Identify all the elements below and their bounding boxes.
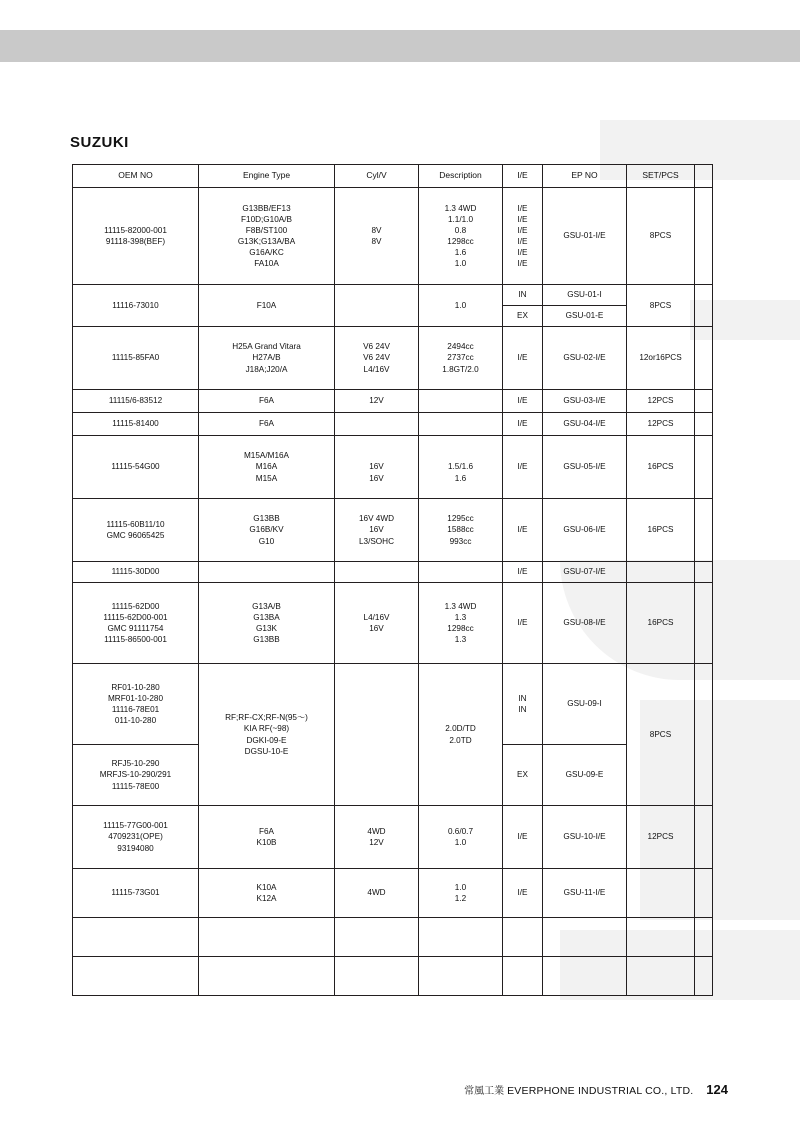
cell-cyl-v [335, 562, 419, 583]
cell-extra [695, 436, 713, 499]
table-row [73, 562, 713, 583]
cell-oem-no: 11115-60B11/10 GMC 96065425 [73, 499, 199, 562]
cell-description [419, 390, 503, 413]
cell-description [419, 562, 503, 583]
cell-extra [695, 957, 713, 996]
cell-oem-no: RF01-10-280 MRF01-10-280 11116-78E01 011-10-280 [73, 664, 199, 745]
cell-extra [695, 285, 713, 327]
cell-ie: I/E [503, 413, 543, 436]
cell-cyl-v: L4/16V 16V [335, 583, 419, 664]
cell-cyl-v: V6 24V V6 24V L4/16V [335, 327, 419, 390]
cell-description [419, 918, 503, 957]
cell-ie: IN IN [503, 664, 543, 745]
table-row [73, 327, 713, 390]
cell-cyl-v: 8V 8V [335, 188, 419, 285]
table-row [73, 436, 713, 499]
cell-set-pcs: 8PCS [627, 188, 695, 285]
cell-extra [695, 499, 713, 562]
cell-cyl-v: 4WD 12V [335, 806, 419, 869]
cell-ie: I/E [503, 390, 543, 413]
cell-engine-type: F6A [199, 413, 335, 436]
cell-set-pcs: 16PCS [627, 436, 695, 499]
cell-set-pcs [627, 918, 695, 957]
cell-oem-no: 11115-77G00-001 4709231(OPE) 93194080 [73, 806, 199, 869]
cell-extra [695, 413, 713, 436]
cell-extra [695, 918, 713, 957]
cell-oem-no: RFJ5-10-290 MRFJS-10-290/291 11115-78E00 [73, 745, 199, 806]
cell-ep-no: GSU-08-I/E [543, 583, 627, 664]
cell-extra [695, 390, 713, 413]
cell-description: 1.3 4WD 1.1/1.0 0.8 1298cc 1.6 1.0 [419, 188, 503, 285]
cell-extra [695, 664, 713, 806]
cell-set-pcs: 8PCS [627, 285, 695, 327]
cell-engine-type: F6A K10B [199, 806, 335, 869]
cell-ep-no: GSU-04-I/E [543, 413, 627, 436]
table-row [73, 390, 713, 413]
cell-engine-type: F10A [199, 285, 335, 327]
cell-cyl-v [335, 285, 419, 327]
cell-engine-type: G13BB/EF13 F10D;G10A/B F8B/ST100 G13K;G13A/BA G16A/KC FA10A [199, 188, 335, 285]
page-number: 124 [706, 1082, 728, 1097]
col-header-engine-type: Engine Type [199, 165, 335, 188]
cell-ep-no: GSU-02-I/E [543, 327, 627, 390]
table-row [73, 583, 713, 664]
cell-ie [503, 918, 543, 957]
cell-oem-no: 11115-85FA0 [73, 327, 199, 390]
cell-ep-no [543, 918, 627, 957]
cell-set-pcs [627, 957, 695, 996]
parts-table [72, 164, 713, 996]
cell-ep-no: GSU-05-I/E [543, 436, 627, 499]
col-header-description: Description [419, 165, 503, 188]
cell-ie: I/E I/E I/E I/E I/E I/E [503, 188, 543, 285]
cell-set-pcs: 12PCS [627, 806, 695, 869]
cell-ep-no: GSU-01-I/E [543, 188, 627, 285]
cell-ep-no: GSU-10-I/E [543, 806, 627, 869]
cell-ie: I/E [503, 327, 543, 390]
cell-oem-no: 11115-81400 [73, 413, 199, 436]
cell-description: 1295cc 1588cc 993cc [419, 499, 503, 562]
cell-ep-no: GSU-03-I/E [543, 390, 627, 413]
footer-company-cn: 常風工業 [464, 1086, 505, 1097]
page-footer [0, 1082, 800, 1097]
table-row [73, 918, 713, 957]
col-header-ep-no: EP NO [543, 165, 627, 188]
cell-set-pcs: 8PCS [627, 664, 695, 806]
cell-set-pcs: 12PCS [627, 413, 695, 436]
cell-ie: I/E [503, 869, 543, 918]
cell-description [419, 957, 503, 996]
cell-description: 1.3 4WD 1.3 1298cc 1.3 [419, 583, 503, 664]
footer-company-en: EVERPHONE INDUSTRIAL CO., LTD. [507, 1085, 694, 1097]
cell-description [419, 413, 503, 436]
cell-description: 2.0D/TD 2.0TD [419, 664, 503, 806]
cell-engine-type: H25A Grand Vitara H27A/B J18A;J20/A [199, 327, 335, 390]
cell-set-pcs: 16PCS [627, 583, 695, 664]
cell-ep-no: GSU-11-I/E [543, 869, 627, 918]
cell-cyl-v: 12V [335, 390, 419, 413]
cell-description: 1.5/1.6 1.6 [419, 436, 503, 499]
table-row [73, 413, 713, 436]
cell-ie: EX [503, 745, 543, 806]
cell-ep-no: GSU-09-E [543, 745, 627, 806]
cell-ep-no: GSU-06-I/E [543, 499, 627, 562]
cell-extra [695, 583, 713, 664]
cell-engine-type: RF;RF-CX;RF-N(95～) KIA RF(~98) DGKI-09-E DGSU-10-E [199, 664, 335, 806]
col-header-cyl-v: Cyl/V [335, 165, 419, 188]
cell-engine-type: M15A/M16A M16A M15A [199, 436, 335, 499]
table-row [73, 499, 713, 562]
cell-extra [695, 188, 713, 285]
cell-oem-no: 11115-62D00 11115-62D00-001 GMC 91111754 11115-86500-001 [73, 583, 199, 664]
cell-cyl-v [335, 664, 419, 806]
cell-engine-type [199, 562, 335, 583]
page-title: SUZUKI [70, 134, 129, 151]
cell-description: 0.6/0.7 1.0 [419, 806, 503, 869]
table-row [73, 188, 713, 285]
cell-set-pcs: 12or16PCS [627, 327, 695, 390]
cell-extra [695, 562, 713, 583]
cell-ep-no: GSU-01-I [543, 285, 627, 306]
cell-ie: I/E [503, 436, 543, 499]
cell-cyl-v: 4WD [335, 869, 419, 918]
cell-cyl-v: 16V 4WD 16V L3/SOHC [335, 499, 419, 562]
cell-ie: I/E [503, 562, 543, 583]
table-row [73, 285, 713, 306]
table-row [73, 869, 713, 918]
cell-extra [695, 869, 713, 918]
col-header-oem-no: OEM NO [73, 165, 199, 188]
cell-oem-no: 11115-54G00 [73, 436, 199, 499]
cell-ie: I/E [503, 499, 543, 562]
cell-oem-no [73, 918, 199, 957]
cell-cyl-v [335, 413, 419, 436]
cell-description: 2494cc 2737cc 1.8GT/2.0 [419, 327, 503, 390]
cell-ie: I/E [503, 806, 543, 869]
cell-set-pcs: 12PCS [627, 390, 695, 413]
cell-engine-type [199, 918, 335, 957]
cell-cyl-v [335, 918, 419, 957]
cell-engine-type: G13A/B G13BA G13K G13BB [199, 583, 335, 664]
table-row [73, 957, 713, 996]
cell-oem-no: 11116-73010 [73, 285, 199, 327]
cell-oem-no: 11115/6-83512 [73, 390, 199, 413]
cell-ep-no: GSU-01-E [543, 306, 627, 327]
cell-engine-type: G13BB G16B/KV G10 [199, 499, 335, 562]
cell-ep-no [543, 957, 627, 996]
cell-description: 1.0 [419, 285, 503, 327]
table-row [73, 664, 713, 745]
col-header-extra [695, 165, 713, 188]
cell-engine-type [199, 957, 335, 996]
cell-set-pcs: 16PCS [627, 499, 695, 562]
table-header-row [73, 165, 713, 188]
cell-extra [695, 806, 713, 869]
cell-extra [695, 327, 713, 390]
cell-oem-no: 11115-30D00 [73, 562, 199, 583]
cell-oem-no [73, 957, 199, 996]
cell-description: 1.0 1.2 [419, 869, 503, 918]
cell-set-pcs [627, 869, 695, 918]
col-header-ie: I/E [503, 165, 543, 188]
cell-ep-no: GSU-09-I [543, 664, 627, 745]
cell-engine-type: K10A K12A [199, 869, 335, 918]
cell-cyl-v [335, 957, 419, 996]
cell-ie: EX [503, 306, 543, 327]
cell-set-pcs [627, 562, 695, 583]
table-row [73, 806, 713, 869]
cell-cyl-v: 16V 16V [335, 436, 419, 499]
cell-ie [503, 957, 543, 996]
cell-oem-no: 11115-82000-001 91118-398(BEF) [73, 188, 199, 285]
cell-ep-no: GSU-07-I/E [543, 562, 627, 583]
cell-ie: I/E [503, 583, 543, 664]
cell-oem-no: 11115-73G01 [73, 869, 199, 918]
cell-engine-type: F6A [199, 390, 335, 413]
col-header-set-pcs: SET/PCS [627, 165, 695, 188]
cell-ie: IN [503, 285, 543, 306]
